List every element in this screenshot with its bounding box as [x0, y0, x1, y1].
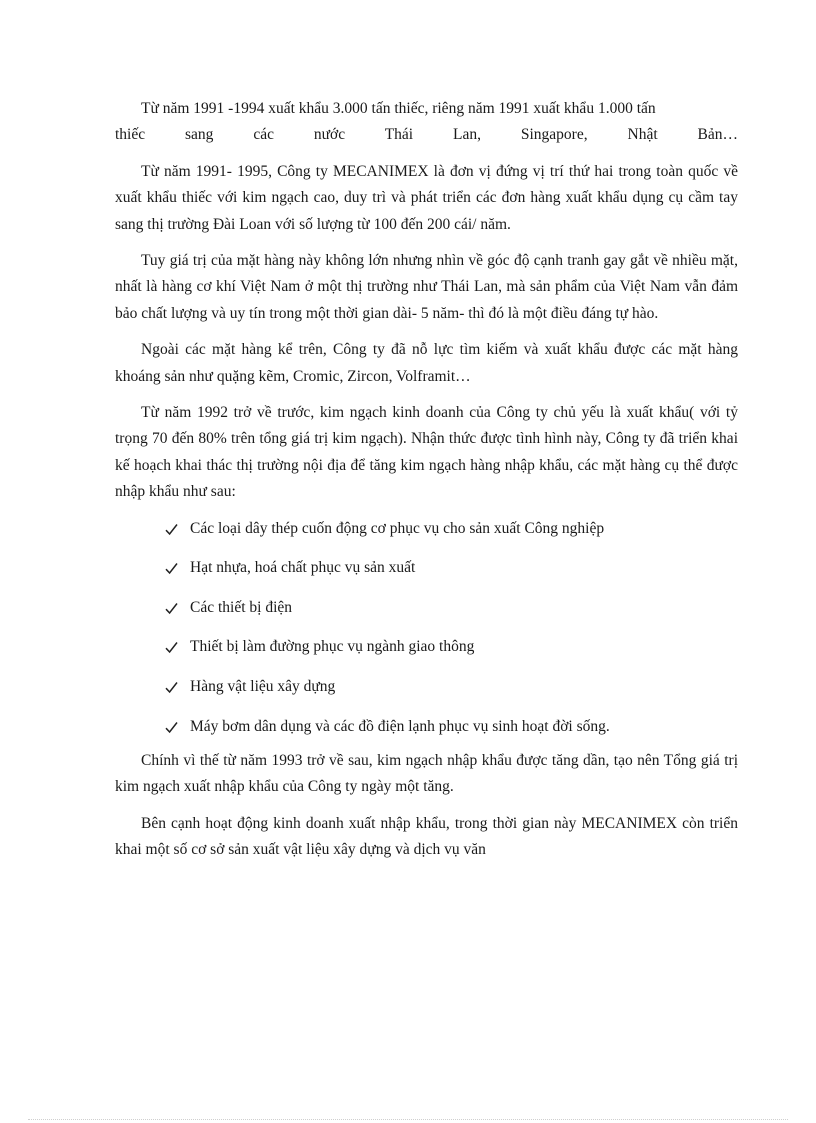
check-mark-icon	[165, 516, 179, 542]
list-item-label: Các thiết bị điện	[190, 598, 293, 616]
list-item-label: Hàng vật liệu xây dựng	[190, 678, 336, 696]
document-page	[115, 96, 738, 874]
paragraph-minerals: Ngoài các mặt hàng kể trên, Công ty đã nỗ lực tìm kiếm và xuất khẩu được các mặt hàng khoáng sản như quặng kẽm, Cromic, Zircon, Volframit…	[115, 341, 738, 385]
list-item	[115, 674, 738, 700]
import-items-list	[115, 516, 738, 740]
list-item-label: Các loại dây thép cuốn động cơ phục vụ cho sản xuất Công nghiệp	[190, 519, 605, 537]
check-mark-icon	[165, 555, 179, 581]
check-mark-icon	[165, 674, 179, 700]
list-item	[115, 516, 738, 542]
paragraph-mecanimex-position: Từ năm 1991- 1995, Công ty MECANIMEX là đơn vị đứng vị trí thứ hai trong toàn quốc về xuất khẩu thiếc với kim ngạch cao, duy trì và phát triển các đơn hàng xuất khẩu dụng cụ cầm tay sang thị trường Đài Loan với số lượng từ 100 đến 200 cái/ năm.	[115, 162, 738, 233]
check-mark-icon	[165, 595, 179, 621]
list-item-label: Hạt nhựa, hoá chất phục vụ sản xuất	[190, 559, 416, 577]
list-item	[115, 595, 738, 621]
list-item	[115, 634, 738, 660]
paragraph-competition: Tuy giá trị của mặt hàng này không lớn nhưng nhìn về góc độ cạnh tranh gay gắt về nhiều mặt, nhất là hàng cơ khí Việt Nam ở một thị trường như Thái Lan, mà sản phẩm của Việt Nam vẫn đảm bảo chất lượng và uy tín trong một thời gian dài- 5 năm- thì đó là một điều đáng tự hào.	[115, 252, 738, 322]
paragraph-line: thiếc sang các nước Thái Lan, Singapore, Nhật Bản…	[115, 126, 738, 144]
paragraph-line: Từ năm 1991 -1994 xuất khẩu 3.000 tấn thiếc, riêng năm 1991 xuất khẩu 1.000 tấn	[141, 100, 656, 117]
check-mark-icon	[165, 714, 179, 740]
list-item	[115, 714, 738, 740]
list-item-label: Máy bơm dân dụng và các đồ điện lạnh phục vụ sinh hoạt đời sống.	[190, 717, 610, 735]
page-bottom-divider	[28, 1119, 788, 1120]
paragraph-production-services: Bên cạnh hoạt động kinh doanh xuất nhập khẩu, trong thời gian này MECANIMEX còn triển khai một số cơ sở sản xuất vật liệu xây dựng và dịch vụ văn	[115, 814, 738, 859]
paragraph-tin-export	[115, 96, 738, 149]
paragraph-import-growth: Chính vì thế từ năm 1993 trở về sau, kim ngạch nhập khẩu được tăng dần, tạo nên Tổng giá trị kim ngạch xuất nhập khẩu của Công ty ngày một tăng.	[115, 752, 738, 796]
list-item	[115, 555, 738, 581]
paragraph-import-strategy: Từ năm 1992 trở về trước, kim ngạch kinh doanh của Công ty chủ yếu là xuất khẩu( với tỷ trọng 70 đến 80% trên tổng giá trị kim ngạch). Nhận thức được tình hình này, Công ty đã triển khai kế hoạch khai thác thị trường nội địa để tăng kim ngạch hàng nhập khẩu, các mặt hàng cụ thể được nhập khẩu như sau:	[115, 404, 738, 501]
list-item-label: Thiết bị làm đường phục vụ ngành giao thông	[190, 638, 475, 656]
check-mark-icon	[165, 634, 179, 660]
